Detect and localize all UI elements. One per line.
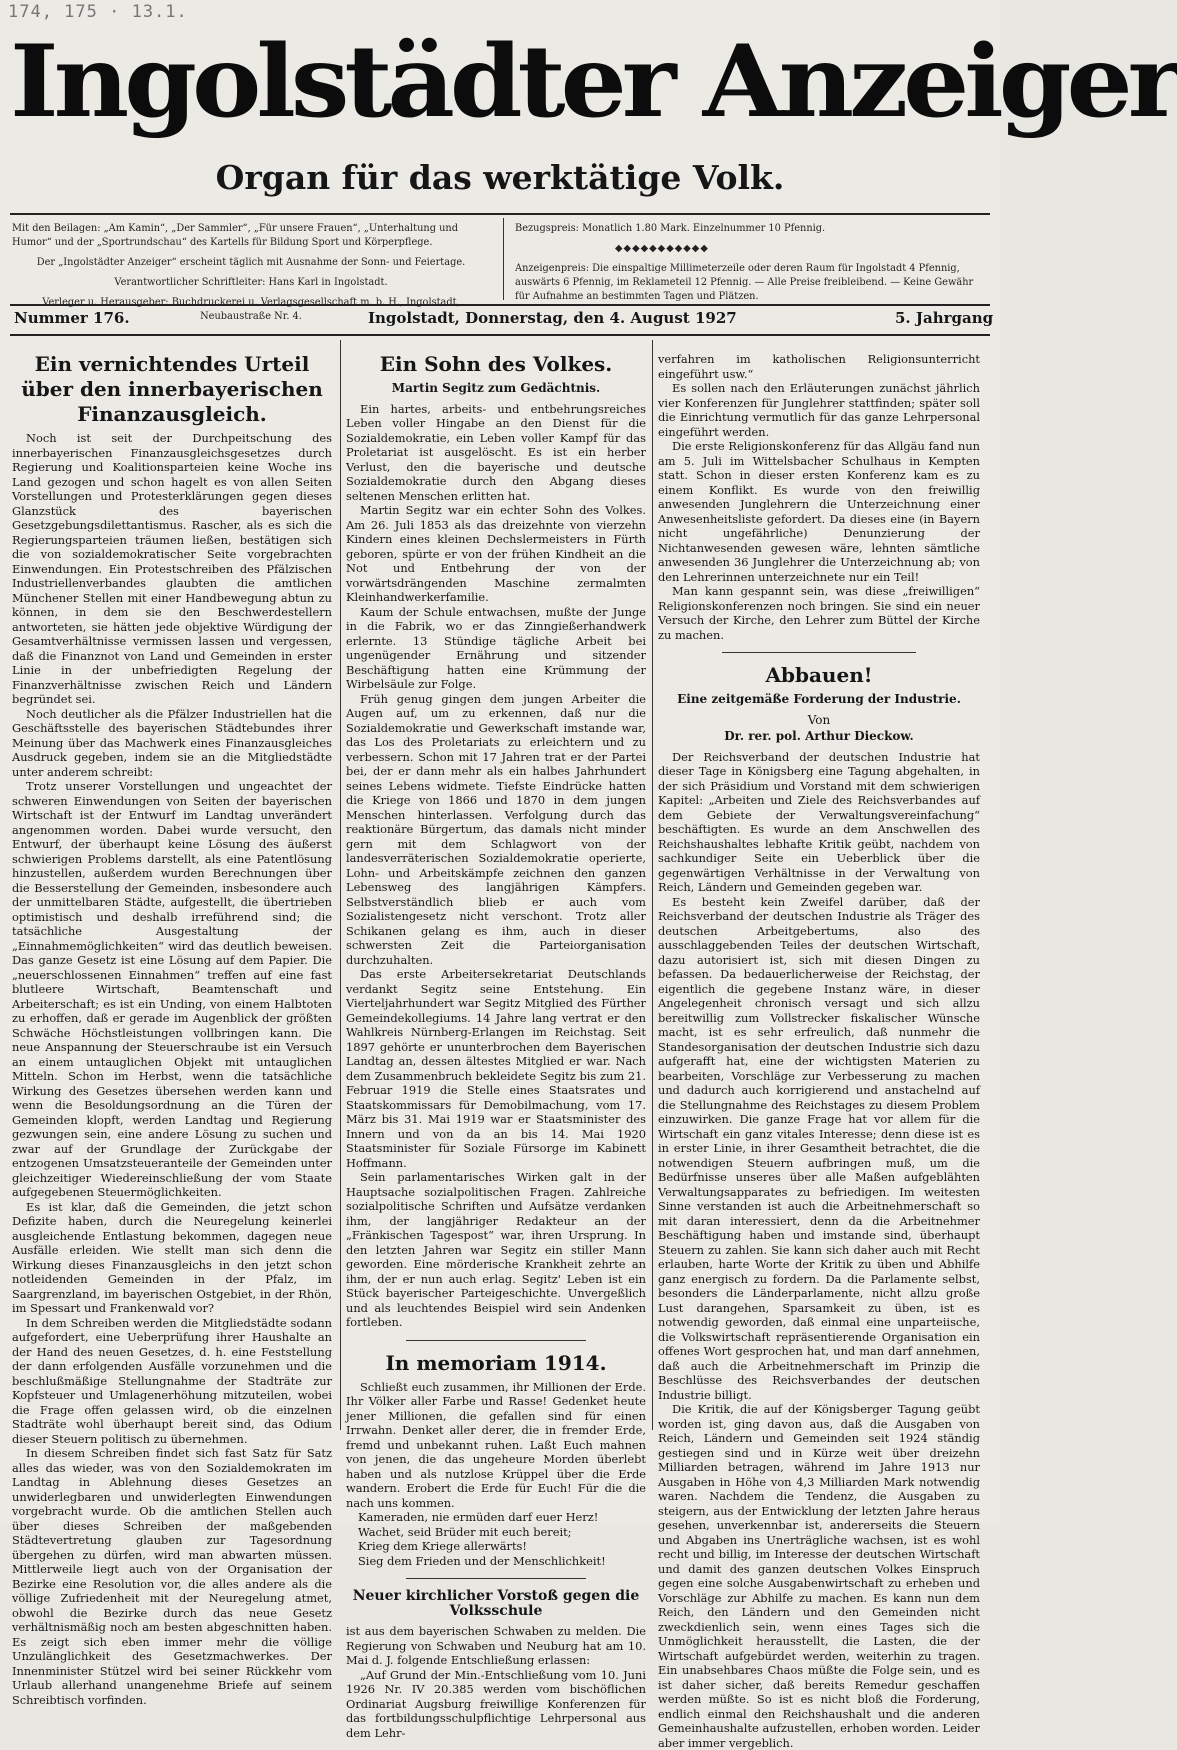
article1-paragraph: Noch deutlicher als die Pfälzer Industriellen hat die Geschäftsstelle des bayerischen Städtebundes ihrer Meinung über das Machwerk eines Finanzausgleiches Ausdruck gegeben, indem sie an die Mitgliedstädte unter anderem schreibt:: [12, 706, 332, 779]
article-separator: [722, 652, 915, 653]
dateline-bottom-rule: [10, 334, 990, 336]
article3-verse: Sieg dem Frieden und der Menschlichkeit!: [358, 1553, 606, 1568]
article5-headline: Abbauen!: [765, 663, 873, 687]
article2-headline: Ein Sohn des Volkes.: [379, 352, 613, 376]
article1-headline: Ein vernichtendes Urteil über den innerbayerischen Finanzausgleich.: [21, 352, 323, 426]
article3-headline: In memoriam 1914.: [385, 1350, 607, 1375]
article3-paragraph: Schließt euch zusammen, ihr Millionen der Erde. Ihr Völker aller Farbe und Rasse! Gedenket heute jener Millionen, die gefallen sind für einen Irrwahn. Denket aller derer, die in fremder Erde, fremd und unbekannt ruhen. Laßt Euch mahnen von jenen, die das ungeheure Morden überlebt haben und als nutzlose Krüppel über die Erde wandern. Erobert die Erde für Euch! Für die die nach uns kommen.: [346, 1379, 646, 1510]
info-right: [515, 222, 987, 310]
article1-paragraph: In diesem Schreiben findet sich fast Satz für Satz alles das wieder, was von den Sozialdemokraten im Landtag in Ablehnung dieses Gesetzes an unwiderlegbaren und unwiderlegten Einwendungen vorgebracht wurde. Ob die amtlichen Stellen auch über dieses Schreiben der maßgebenden Städtevertretung glauben zur Tagesordnung übergehen zu dürfen, wird man abwarten müssen. Mittlerweile liegt auch von der Organisation der Bezirke eine Resolution vor, die alles andere als die völlige Zufriedenheit mit der Neuregelung atmet, obwohl die Bezirke durch das neue Gesetz verhältnismäßig noch am besten abgeschnitten haben. Es zeigt sich eben immer mehr die völlige Unzulänglichkeit des Gesetzmachwerkes. Der Innenminister Stützel wird bei seiner Rückkehr vom Urlaub allerhand unangenehme Briefe auf seinem Schreibtisch vorfinden.: [12, 1446, 332, 1707]
column-1: [12, 352, 332, 1707]
top-rule: [10, 213, 990, 215]
article5-paragraph: Die Kritik, die auf der Königsberger Tagung geübt worden ist, ging davon aus, daß die Ausgaben von Reich, Ländern und Gemeinden seit 1924 ständig gestiegen sind und in Kürze weit über dreizehn Milliarden betragen, während im Jahre 1913 nur Ausgaben in Höhe von 4,3 Milliarden Mark notwendig waren. Nachdem die Tendenz, die Ausgaben zu steigern, aus der Entwicklung der letzten Jahre heraus gesehen, unverkennbar ist, andererseits die Steuern und Abgaben ins Unerträgliche wachsen, ist es wohl recht und billig, im Interesse der deutschen Wirtschaft und damit des ganzen deutschen Volkes Einspruch gegen eine solche Ausgabenwirtschaft zu erheben und Vorschläge zur Abhilfe zu machen. Es kann nun dem Reich, den Ländern und den Gemeinden nicht zweckdienlich sein, wenn eines Tages sich die Unmöglichkeit herausstellt, die Lasten, die der Wirtschaft aufgebürdet werden, weiterhin zu tragen. Ein unabsehbares Chaos müßte die Folge sein, und es ist daher sicher, daß bereits Remedur geschaffen werden müßte. So ist es nicht bloß die Forderung, endlich einmal den Reichshaushalt und die anderen Gemeinhaushalte aufzustellen, erhoben worden. Leider aber immer vergeblich.: [658, 1402, 980, 1750]
issue-date: Ingolstadt, Donnerstag, den 4. August 1927: [368, 309, 737, 327]
article5-subheadline: Eine zeitgemäße Forderung der Industrie.: [677, 692, 961, 706]
article4-continuation: verfahren im katholischen Religionsunterricht eingeführt usw.“: [658, 352, 980, 381]
article4-paragraph: ist aus dem bayerischen Schwaben zu melden. Die Regierung von Schwaben und Neuburg hat am 10. Mai d. J. folgende Entschließung erlassen:: [346, 1624, 646, 1667]
info-supplements: Mit den Beilagen: „Am Kamin“, „Der Sammler“, „Für unsere Frauen“, „Unterhaltung und Humor“ und der „Sportrundschau“ des Kartells für Bildung Sport und Körperpflege.: [12, 223, 458, 248]
article5-paragraph: Der Reichsverband der deutschen Industrie hat dieser Tage in Königsberg eine Tagung abgehalten, in der sich Präsidium und Vorstand mit dem schwierigen Kapitel: „Arbeiten und Ziele des Reichsverbandes auf dem Gebiete der Verwaltungsvereinfachung“ beschäftigten. Es wurde an dem Anschwellen des Reichshaushaltes lebhafte Kritik geübt, nachdem von sachkundiger Seite ein Ueberblick über die gegenwärtigen Verhältnisse in der Verwaltung von Reich, Ländern und Gemeinden gegeben war.: [658, 749, 980, 894]
article4-continuation: Es sollen nach den Erläuterungen zunächst jährlich vier Konferenzen für Junglehrer stattfinden; später soll die Einrichtung vermutlich für das ganze Lehrpersonal eingeführt werden.: [658, 381, 980, 439]
handwritten-note: 174, 175 · 13.1.: [8, 2, 188, 22]
column-3: [658, 352, 980, 1750]
article5-paragraph: Es besteht kein Zweifel darüber, daß der Reichsverband der deutschen Industrie als Träger des deutschen Arbeitgebertums, also des ausschlaggebenden Teiles der deutschen Wirtschaft, dazu autorisiert ist, sich mit diesen Dingen zu befassen. Da bedauerlicherweise der Reichstag, der eigentlich die gegebene Instanz wäre, in dieser Angelegenheit chronisch versagt und sich allzu bereitwillig zum Vollstrecker fiskalischer Wünsche macht, ist es sehr erfreulich, daß nunmehr die Standesorganisation der deutschen Industrie sich dazu aufgerafft hat, eine der wichtigsten Materien zu bearbeiten, Vorschläge zur Verbesserung zu machen und dadurch auch korrigierend und anstachelnd auf die Stellungnahme des Reichstages zu diesem Problem einzuwirken. Die ganze Frage hat vor allem für die Wirtschaft ein ganz vitales Interesse; denn diese ist es in erster Linie, in ihrer Gesamtheit betrachtet, die die notwendigen Steuern aufbringen muß, um die Bedürfnisse unseres über alle Maßen aufgeblähten Verwaltungsapparates zu befriedigen. Im weitesten Sinne verstanden ist auch die Arbeitnehmerschaft so mit daran interessiert, denn da die Arbeitnehmer Beschäftigung haben und imstande sind, überhaupt Steuern zu zahlen. Sie kann sich daher auch mit Recht erlauben, harte Worte der Kritik zu üben und Abhilfe ganz energisch zu fordern. Da die Parlamente selbst, besonders die Länderparlamente, nicht allzu große Lust darangehen, Sparsamkeit zu üben, ist es notwendig geworden, daß einmal eine unparteiische, die Volkswirtschaft repräsentierende Organisation ein offenes Wort gesprochen hat, und man darf annehmen, daß auch die Arbeitnehmerschaft im Prinzip die Beschlüsse des Reichsverbandes der deutschen Industrie billigt.: [658, 894, 980, 1402]
article4-continuation: Man kann gespannt sein, was diese „freiwilligen“ Religionskonferenzen noch bringen. Sie sind ein neuer Versuch der Kirche, den Lehrer zum Büttel der Kirche zu machen.: [658, 584, 980, 642]
issue-number: Nummer 176.: [14, 309, 130, 327]
article1-paragraph: Es ist klar, daß die Gemeinden, die jetzt schon Defizite haben, durch die Neuregelung keinerlei ausgleichende Entlastung bekommen, dagegen neue Ausfälle erleiden. Wie stellt man sich denn die Wirkung dieses Finanzausgleichs in den jetzt schon notleidenden Gemeinden in der Pfalz, im Saargrenzland, im bayerischen Ostgebiet, in der Rhön, im Spessart und Frankenwald vor?: [12, 1199, 332, 1315]
info-publisher: Verleger u. Herausgeber: Buchdruckerei u. Verlagsgesellschaft m. b. H., Ingolstadt, Neubaustraße Nr. 4.: [42, 297, 460, 322]
article2-subheadline: Martin Segitz zum Gedächtnis.: [391, 381, 601, 395]
article3-verse: Wachet, seid Brüder mit euch bereit;: [358, 1524, 572, 1539]
info-publication: Der „Ingolstädter Anzeiger“ erscheint täglich mit Ausnahme der Sonn- und Feiertage.: [36, 257, 466, 268]
article2-paragraph: Kaum der Schule entwachsen, mußte der Junge in die Fabrik, wo er das Zinngießerhandwerk erlernte. 13 Stündige tägliche Arbeit bei ungenügender Ernährung und sitzender Beschäftigung hatten eine Krümmung der Wirbelsäule zur Folge.: [346, 604, 646, 691]
article1-paragraph: Trotz unserer Vorstellungen und ungeachtet der schweren Einwendungen von Seiten der bayerischen Wirtschaft ist der Entwurf im Landtag unverändert angenommen worden. Dabei wurde versucht, den Entwurf, der überhaupt keine Lösung des äußerst schwierigen Problems darstellt, als eine Patentlösung hinzustellen, außerdem wurden Berechnungen über die Besserstellung der Gemeinden, insbesondere auch der unmittelbaren Städte, aufgestellt, die übertrieben optimistisch und deshalb irreführend sind; die tatsächliche Ausgestaltung der „Einnahmemöglichkeiten“ wird das deutlich beweisen. Das ganze Gesetz ist eine Lösung auf dem Papier. Die „neuerschlossenen Einnahmen“ treffen auf eine fast blutleere Wirtschaft, Beamtenschaft und Arbeiterschaft; es ist ein Unding, von einem Halbtoten zu erhoffen, daß er gerade im Augenblick der größten Schwäche Höchstleistungen vollbringen kann. Die neue Anspannung der Steuerschraube ist ein Versuch an einem untauglichen Objekt mit untauglichen Mitteln. Schon im Herbst, wenn die tatsächliche Wirkung des Gesetzes übersehen werden kann und wenn die Besoldungsordnung an die Türen der Gemeinden klopft, werden Landtag und Regierung gezwungen sein, eine andere Lösung zu suchen und zwar auf der Grundlage der Zurückgabe der entzogenen Umsatzsteueranteile der Gemeinden unter gleichzeitiger Wiedereinschließung der vom Staate aufgegebenen Steuermöglichkeiten.: [12, 779, 332, 1199]
article3-verse: Krieg dem Kriege allerwärts!: [358, 1539, 527, 1553]
article1-paragraph: Noch ist seit der Durchpeitschung des innerbayerischen Finanzausgleichsgesetzes durch Regierung und Koalitionsparteien keine Woche ins Land gezogen und schon hagelt es von allen Seiten Vorstellungen und Protesterklärungen gegen dieses Glanzstück des bayerischen Gesetzgebungsdilettantismus. Rascher, als es sich die Regierungsparteien träumen ließen, bestätigen sich die von sozialdemokratischer Seite vorgebrachten Einwendungen. Ein Protestschreiben des Pfälzischen Industriellenverbandes glaubten die amtlichen Münchener Stellen mit einer Handbewegung abtun zu können, in dem sie den Beschwerdestellern antworteten, sie hätten jede objektive Würdigung der Gesamtverhältnisse vermissen lassen und vergessen, daß die Finanznot von Land und Gemeinden in erster Linie in der unbefriedigten Regelung der Finanzverhältnisse zwischen Reich und Ländern begründet sei.: [12, 431, 332, 706]
article-separator: [406, 1340, 586, 1341]
issue-year: 5. Jahrgang: [895, 309, 994, 327]
article5-author: Dr. rer. pol. Arthur Dieckow.: [724, 729, 914, 743]
column-divider-2: [652, 340, 653, 1430]
masthead-title: Ingolstädter Anzeiger: [10, 23, 1177, 140]
info-divider: [503, 218, 504, 300]
article4-headline: Neuer kirchlicher Vorstoß gegen die Volksschule: [352, 1588, 640, 1619]
article3-verse: Kameraden, nie ermüden darf euer Herz!: [358, 1510, 599, 1524]
article2-paragraph: Sein parlamentarisches Wirken galt in der Hauptsache sozialpolitischen Fragen. Zahlreiche sozialpolitische Schriften und Aufsätze verdanken ihm, der langjähriger Redakteur an der „Fränkischen Tagespost“ war, ihren Ursprung. In den letzten Jahren war Segitz ein stiller Mann geworden. Eine mörderische Krankheit zehrte an ihm, der er nun auch erlag. Segitz' Leben ist ein Stück bayerischer Parteigeschichte. Unvergeßlich und als leuchtendes Beispiel wird sein Andenken fortleben.: [346, 1170, 646, 1329]
info-price: Bezugspreis: Monatlich 1.80 Mark. Einzelnummer 10 Pfennig.: [515, 223, 826, 234]
article5-byline-von: Von: [807, 712, 831, 727]
article2-paragraph: Ein hartes, arbeits- und entbehrungsreiches Leben voller Hingabe an den Dienst für die Sozialdemokratie, ein Leben voller Kampf für das Proletariat ist ausgelöscht. Es ist ein herber Verlust, den die bayerische und deutsche Sozialdemokratie durch den Abgang dieses seltenen Menschen erlitten hat.: [346, 401, 646, 503]
column-2: [346, 352, 646, 1740]
column-divider-1: [340, 340, 341, 1430]
article2-paragraph: Das erste Arbeitersekretariat Deutschlands verdankt Segitz seine Entstehung. Ein Vierteljahrhundert war Segitz Mitglied des Fürther Gemeindekollegiums. 14 Jahre lang vertrat er den Wahlkreis Nürnberg-Erlangen im Reichstag. Seit 1897 gehörte er ununterbrochen dem Bayerischen Landtag an, dessen ältestes Mitglied er war. Nach dem Zusammenbruch bekleidete Segitz bis zum 21. Februar 1919 die Stelle eines Staatsrates und Staatskommissars für Demobilmachung, vom 17. März bis 31. Mai 1919 war er Staatsminister des Innern und von da an bis 14. Mai 1920 Staatsminister für Soziale Fürsorge im Kabinett Hoffmann.: [346, 967, 646, 1170]
article2-paragraph: Früh genug gingen dem jungen Arbeiter die Augen auf, um zu erkennen, daß nur die Sozialdemokratie und Gewerkschaft imstande war, das Los des Proletariats zu erleichtern und zu verbessern. Schon mit 17 Jahren trat er der Partei bei, der er dann mehr als ein halbes Jahrhundert seines Lebens widmete. Tiefste Eindrücke hatten die Kriege von 1866 und 1870 in dem jungen Menschen hinterlassen. Verfolgung durch das reaktionäre Bürgertum, das damals nicht minder gern mit dem Schlagwort von der landesverräterischen Sozialdemokratie operierte, Lohn- und Arbeitskämpfe zeichnen den ganzen Lebensweg des langjährigen Kämpfers. Selbstverständlich blieb er auch vom Sozialistengesetz nicht verschont. Trotz aller Schikanen gelang es ihm, auch in dieser schwersten Zeit die Parteiorganisation durchzuhalten.: [346, 691, 646, 967]
info-editor: Verantwortlicher Schriftleiter: Hans Karl in Ingolstadt.: [114, 277, 388, 288]
article-separator: [406, 1578, 586, 1579]
info-ads: Anzeigenpreis: Die einspaltige Millimeterzeile oder deren Raum für Ingolstadt 4 Pfennig, auswärts 6 Pfennig, im Reklameteil 12 Pfennig. — Alle Preise freibleibend. — Keine Gewähr für Aufnahme an bestimmten Tagen und Plätzen.: [515, 263, 974, 302]
masthead-subtitle: Organ für das werktätige Volk.: [215, 158, 785, 197]
dateline-top-rule: [10, 304, 990, 306]
article4-paragraph: „Auf Grund der Min.-Entschließung vom 10. Juni 1926 Nr. IV 20.385 werden vom bischöflichen Ordinariat Augsburg freiwillige Konferenzen für das fortbildungsschulpflichtige Lehrpersonal aus dem Lehr-: [346, 1667, 646, 1740]
article1-paragraph: In dem Schreiben werden die Mitgliedstädte sodann aufgefordert, eine Ueberprüfung ihrer Haushalte an der Hand des neuen Gesetzes, d. h. eine Feststellung der dann erfolgenden Ausfälle vorzunehmen und die beschlußmäßige Stellungnahme der Stadträte zur Kopfsteuer und Umlagenerhöhung mitzuteilen, wobei die Frage offen gelassen wird, ob die einzelnen Stadträte wohl überhaupt bereit sind, das Odium dieser Steuern politisch zu übernehmen.: [12, 1315, 332, 1446]
article2-paragraph: Martin Segitz war ein echter Sohn des Volkes. Am 26. Juli 1853 als das dreizehnte von vierzehn Kindern eines kleinen Dechslermeisters in Fürth geboren, spürte er von der frühen Kindheit an die Not und Entbehrung der von der vorwärtsdrängenden Maschine zermalmten Kleinhandwerkerfamilie.: [346, 503, 646, 604]
article4-continuation: Die erste Religionskonferenz für das Allgäu fand nun am 5. Juli im Wittelsbacher Schulhaus in Kempten statt. Schon in dieser ersten Konferenz kam es zu einem Konflikt. Es wurde von den freiwillig anwesenden Junglehrern die Unterzeichnung einer Anwesenheitsliste gefordert. Da dieses eine (in Bayern nicht ungefährliche) Denunzierung der Nichtanwesenden gewesen wäre, lehnten sämtliche anwesenden 36 Junglehrer die Unterzeichnung ab; von den Lehrerinnen unterzeichnete nur ein Teil!: [658, 439, 980, 584]
info-diamonds: ◆◆◆◆◆◆◆◆◆◆◆: [615, 243, 709, 254]
